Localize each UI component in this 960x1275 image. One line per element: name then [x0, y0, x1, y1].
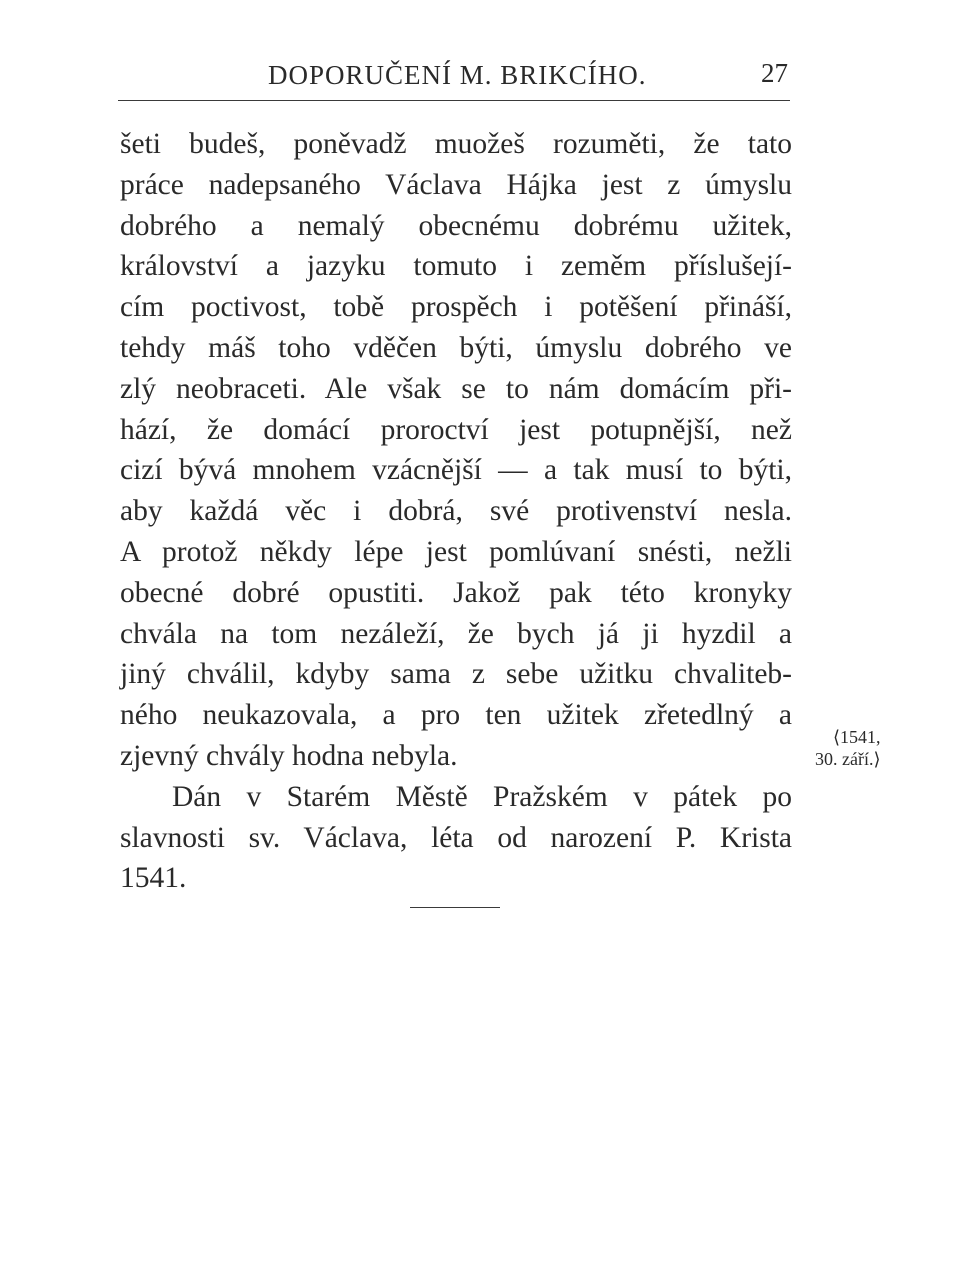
- page-header: [118, 58, 790, 101]
- end-rule: [410, 907, 500, 908]
- text-line: cizí bývá mnohem vzácnější — a tak musí to býti,: [120, 454, 792, 487]
- text-line: chvála na tom nezáleží, že bych já ji hyzdil a: [120, 617, 792, 650]
- body-text: [120, 124, 792, 899]
- page-number: 27: [761, 58, 788, 88]
- text-line: šeti budeš, poněvadž muožeš rozuměti, že tato: [120, 128, 792, 160]
- text-line: dobrého a nemalý obecnému dobrému užitek,: [120, 209, 792, 242]
- text-line: zlý neobraceti. Ale však se to nám domácím při-: [120, 372, 792, 405]
- text-line: jiný chválil, kdyby sama z sebe užitku chvaliteb-: [120, 658, 792, 691]
- closing-line: slavnosti sv. Václava, léta od narození P. Krista: [120, 821, 792, 854]
- text-line: tehdy máš toho vděčen býti, úmyslu dobrého ve: [120, 331, 792, 364]
- marginal-note-date: 30. září.⟩: [815, 749, 881, 769]
- closing-line: Dán v Starém Městě Pražském v pátek po: [172, 780, 792, 813]
- text-line: aby každá věc i dobrá, své protivenství nesla.: [120, 495, 792, 528]
- text-line: zjevný chvály hodna nebyla.: [120, 739, 458, 772]
- text-line: království a jazyku tomuto i zeměm příslušejí-: [120, 250, 792, 283]
- text-line: A protož někdy lépe jest pomlúvaní snésti, nežli: [120, 535, 792, 568]
- marginal-note-year: ⟨1541,: [833, 727, 881, 747]
- closing-line: 1541.: [120, 862, 187, 895]
- marginal-date-note: [815, 726, 881, 770]
- text-line: hází, že domácí proroctví jest potupnější, než: [120, 413, 792, 446]
- text-line: ného neukazovala, a pro ten užitek zřetedlný a: [120, 699, 792, 732]
- running-title: DOPORUČENÍ M. BRIKCÍHO.: [268, 60, 647, 90]
- text-line: práce nadepsaného Václava Hájka jest z úmyslu: [120, 168, 792, 201]
- text-line: cím poctivost, tobě prospěch i potěšení přináší,: [120, 291, 792, 324]
- text-line: obecné dobré opustiti. Jakož pak této kronyky: [120, 576, 792, 609]
